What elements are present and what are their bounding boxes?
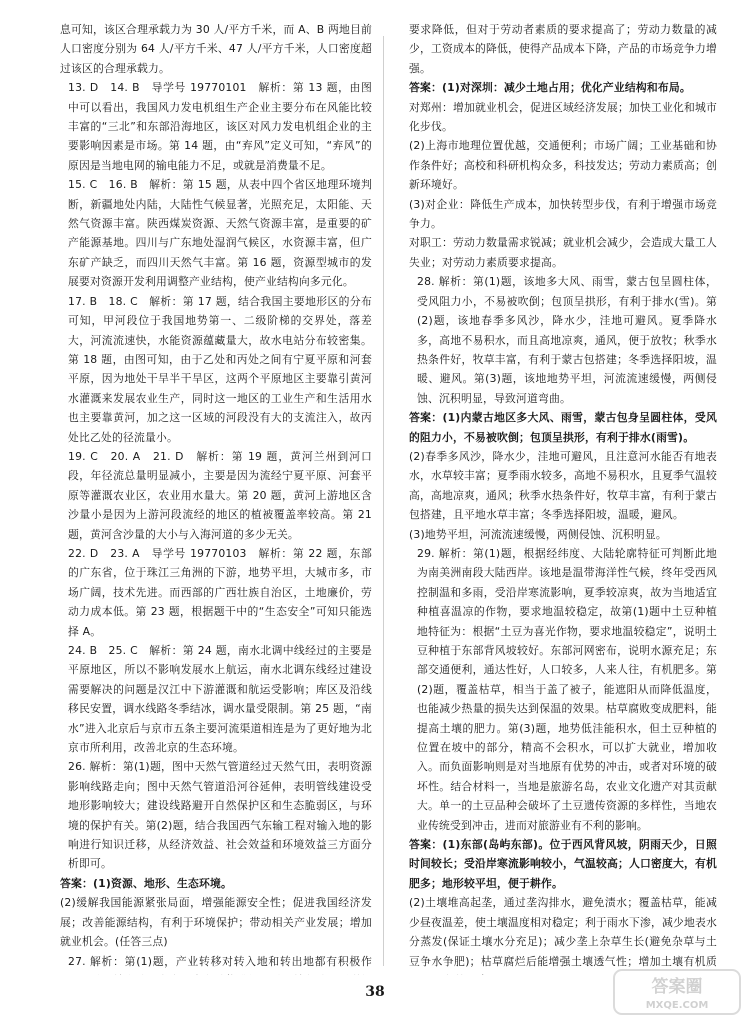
paragraph-q15-16: 15. C 16. B 解析：第 15 题，从表中四个省区地理环境判断，新疆地处内陆，大陆性气候显著，光照充足，太阳能、天然气资源丰富。陕西煤炭资源、天然气资源丰富，是重要的矿产能源基地。四川与广东地处湿润气候区，水资源丰富，但广东矿产缺乏，而四川天然气丰富。第 16 题，资源型城市的发展要对资源开发利用调整产业结构，使产业结构向多元化。 xyxy=(68,178,372,289)
paragraph-q29-answer-2: (2)土壤堆高起垄，通过垄沟排水，避免渍水；覆盖枯草，能减少昼夜温差，使土壤温度相对稳定；利于雨水下渗，减少地表水分蒸发(保证土壤水分充足)；减少垄上杂草生长(避免杂草与土豆争水争肥)；枯草腐烂后能增强土壤透气性；增加土壤有机质 xyxy=(409,896,717,968)
paragraph-q13-14: 13. D 14. B 导学号 19770101 解析：第 13 题，由图中可以看出，我国风力发电机组生产企业主要分布在风能比较丰富的“三北”和东部沿海地区，该区对风力发电机组企业的主要影响因素是市场。第 14 题，由“弃风”定义可知，“弃风”的原因是当地电网的输电能力不足，或就是消费量不足。 xyxy=(68,81,372,172)
paragraph-q28-answer-2: (2)春季多风沙，降水少，洼地可避风，且注意河水能否有地表水，水草较丰富；夏季雨水较多，高地不易积水，且夏季气温较高，高地凉爽，通风；秋季水热条件好，牧草丰富，有利于蒙古包搭建，且平地水草丰富；冬季选择阳坡，温暖，避风。 xyxy=(409,449,717,522)
paragraph-q27-answer-workers: 对职工：劳动力数量需求锐减；就业机会减少，会造成大量工人失业；对劳动力素质要求提高。 xyxy=(409,236,717,269)
paragraph-q26-answer-1: 答案：(1)资源、地形、生态环境。 xyxy=(60,876,232,890)
page-number: 38 xyxy=(365,984,385,1000)
paragraph-q26-answer-2: (2)缓解我国能源紧张局面，增强能源安全性；促进我国经济发展；改善能源结构，有利于环境保护；带动相关产业发展；增加就业机会。(任答三点) xyxy=(60,896,372,949)
paragraph-q27-answer-2: (2)上海市地理位置优越，交通便利；市场广阔；工业基础和协作条件好；高校和科研机构众多，科技发达；劳动力素质高；创新环境好。 xyxy=(409,139,717,192)
paragraph-q27-continued: 要求降低，但对于劳动者素质的要求提高了；劳动力数量的减少，工资成本的降低，使得产品成本下降，产品的市场竞争力增强。 xyxy=(409,23,717,75)
watermark-line1: 答案圈 xyxy=(651,977,703,997)
paragraph-q28-answer-1: 答案：(1)内蒙古地区多大风、雨雪，蒙古包身呈圆柱体，受风的阻力小，不易被吹倒；包顶呈拱形，有利于排水(雨雪)。 xyxy=(409,411,717,444)
paragraph-q27-analysis: 27. 解析：第(1)题，产业转移对转入地和转出地都有积极作 xyxy=(68,954,372,968)
paragraph-q27-answer-1: 答案：(1)对深圳：减少土地占用；优化产业结构和布局。 xyxy=(409,81,691,95)
right-column xyxy=(395,20,717,975)
paragraph-q26-analysis: 26. 解析：第(1)题，图中天然气管道经过天然气田，表明资源影响线路走向；图中天然气管道沿河谷延伸，表明管线建设受地形影响较大；建设线路避开自然保护区和生态脆弱区，与环境的保护有关。第(2)题，结合我国西气东输工程对输入地的影响进行知识迁移，从经济效益、社会效益和环境效益三方面分析即可。 xyxy=(68,760,372,871)
left-column xyxy=(46,20,372,975)
paragraph-q19-21: 19. C 20. A 21. D 解析：第 19 题，黄河兰州到河口段，年径流总量明显减小，主要是因为流经宁夏平原、河套平原等灌溉农业区，农业用水量大。第 20 题，黄河上游地区含沙量小是因为上游河段流经的地区的植被覆盖率较高。第 21 题，黄河含沙量的大小与入海河道的多少无关。 xyxy=(68,449,372,541)
paragraph-q28-answer-3: (3)地势平坦，河流流速缓慢，两侧侵蚀、沉积明显。 xyxy=(409,527,667,541)
paragraph-q28-analysis: 28. 解析：第(1)题，该地多大风、雨雪，蒙古包呈圆柱体，受风阻力小，不易被吹倒；包顶呈拱形，有利于排水(雪)。第(2)题，该地春季多风沙，降水少，洼地可避风。夏季降水多，高地不易积水，而且高地凉爽，通风，便于放牧；秋季水热条件好，牧草丰富，有利于蒙古包搭建；冬季选择阳坡，温暖、避风。第(3)题，该地地势平坦，河流流速缓慢，两侧侵蚀、沉积明显，导致河道弯曲。 xyxy=(417,275,717,405)
paragraph-q27-answer-zhengzhou: 对郑州：增加就业机会，促进区域经济发展；加快工业化和城市化步伐。 xyxy=(409,100,717,134)
paragraph-q17-18: 17. B 18. C 解析：第 17 题，结合我国主要地形区的分布可知，甲河段位于我国地势第一、二级阶梯的交界处，落差大，河流流速快，水能资源蕴藏量大，故水电站分布较密集。第 18 题，由图可知，由于乙处和丙处之间有宁夏平原和河套平原，因为地处干旱半干旱区，这两个平原地区主要靠引黄河水灌溉来发展农业生产，同时这一地区的工业生产和生活用水也主要靠黄河，加之这一区域的河段没有大的支流注入，故丙处比乙处的径流量小。 xyxy=(68,294,372,444)
watermark-logo xyxy=(612,968,742,1016)
paragraph-q22-23: 22. D 23. A 导学号 19770103 解析：第 22 题，东部的广东省，位于珠江三角洲的下游，地势平坦，大城市多，市场广阔，技术先进。而西部的广西壮族自治区，土地廉价，劳动力成本低。第 23 题，根据题干中的“生态安全”可知只能选择 A。 xyxy=(68,546,372,638)
paragraph-q29-answer-1: 答案：(1)东部(岛屿东部)。位于西风背风坡，阴雨天少，日照时间较长；受沿岸寒流影响较小，气温较高；人口密度大，有机肥多；地形较平坦，便于耕作。 xyxy=(409,838,717,890)
paragraph-q27-answer-3: (3)对企业：降低生产成本，加快转型步伐，有利于增强市场竞争力。 xyxy=(409,197,717,231)
paragraph-q24-25: 24. B 25. C 解析：第 24 题，南水北调中线经过的主要是平原地区，所以不影响发展水上航运，南水北调东线经过建设需要解决的问题是汉江中下游灌溉和航运受影响；库区及沿线移民安置，调水线路冬季结冰，调水量受限制。第 25 题，“南水”进入北京后与京市五条主要河流渠道相连是为了更好地为北京市所利用，改善北京的生态环境。 xyxy=(68,644,372,755)
paragraph-q12-continued: 息可知，该区合理承载力为 30 人/平方千米，而 A、B 两地目前人口密度分别为 64 人/平方千米、47 人/平方千米，人口密度超过该区的合理承载力。 xyxy=(60,23,372,75)
column-divider xyxy=(383,36,384,966)
paragraph-q29-analysis: 29. 解析：第(1)题，根据经纬度、大陆轮廓特征可判断此地为南美洲南段大陆西岸。该地是温带海洋性气候，终年受西风控制温和多雨，受沿岸寒流影响，夏季较凉爽，故为当地适宜种植喜温凉的作物，要求地温较稳定，故第(1)题中土豆种植地特征为：根据“土豆为喜光作物，要求地温较稳定”，说明土豆种植于东部背风坡较好。东部河网密布，说明水源充足；东部交通便利，通达性好，人口较多，人来人往，有机肥多。第(2)题，覆盖枯草，相当于盖了被子，能遮阳从而降低温度，也能减少热量的损失达到保温的效果。枯草腐败变成肥料，能提高土壤的肥力。第(3)题，地势低洼能积水，但土豆种植的位置在坡中的部分，精高不会积水，可以扩大就业，增加收入。而负面影响则是对当地原有优势的冲击，或者对环境的破坏性。结合材料一，当地是旅游名岛，农业文化遗产对其贡献大。单一的土豆品种会破坏了土豆遗传资源的多样性，当地农业传统受到冲击，进而对旅游业有不利的影响。 xyxy=(417,546,717,832)
watermark-line2: MXQE.COM xyxy=(645,1000,709,1011)
